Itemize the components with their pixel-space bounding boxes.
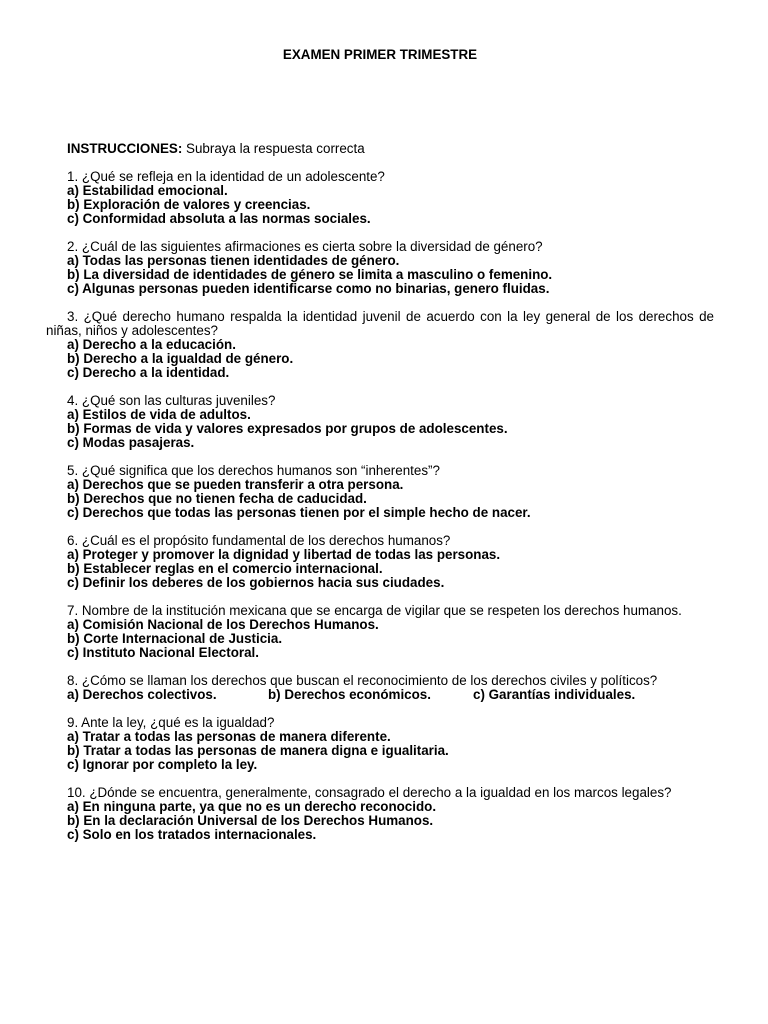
instructions	[46, 142, 714, 156]
question-3	[46, 310, 714, 380]
answer-option-a[interactable]: a) Derecho a la educación.	[67, 337, 236, 352]
question-5	[46, 464, 714, 520]
answer-option-b[interactable]: b) Formas de vida y valores expresados por grupos de adolescentes.	[67, 421, 508, 436]
answer-option-c[interactable]: c) Conformidad absoluta a las normas sociales.	[67, 211, 371, 226]
page-title: EXAMEN PRIMER TRIMESTRE	[282, 47, 478, 62]
answer-option-c[interactable]: c) Definir los deberes de los gobiernos hacia sus ciudades.	[67, 575, 445, 590]
answer-option-c[interactable]: c) Algunas personas pueden identificarse como no binarias, genero fluidas.	[67, 281, 550, 296]
question-stem: 8. ¿Cómo se llaman los derechos que buscan el reconocimiento de los derechos civiles y políticos?	[67, 673, 658, 688]
answer-option-b[interactable]: b) Derecho a la igualdad de género.	[67, 351, 294, 366]
answer-option-a[interactable]: a) Estilos de vida de adultos.	[67, 407, 251, 422]
answer-option-b[interactable]: b) Derechos que no tienen fecha de caducidad.	[67, 491, 367, 506]
answer-option-c[interactable]: c) Ignorar por completo la ley.	[67, 757, 258, 772]
question-stem: 1. ¿Qué se refleja en la identidad de un adolescente?	[67, 169, 385, 184]
answer-option-c[interactable]: c) Solo en los tratados internacionales.	[67, 827, 317, 842]
question-stem: 5. ¿Qué significa que los derechos humanos son “inherentes”?	[67, 463, 440, 478]
answer-option-c[interactable]: c) Garantías individuales.	[473, 687, 636, 702]
question-10	[46, 786, 714, 842]
question-stem: 2. ¿Cuál de las siguientes afirmaciones es cierta sobre la diversidad de género?	[67, 239, 543, 254]
instructions-label: INSTRUCCIONES:	[67, 141, 183, 156]
answer-option-a[interactable]: a) Derechos que se pueden transferir a otra persona.	[67, 477, 404, 492]
instructions-text: Subraya la respuesta correcta	[182, 141, 365, 156]
question-9	[46, 716, 714, 772]
answer-option-c[interactable]: c) Derecho a la identidad.	[67, 365, 230, 380]
question-4	[46, 394, 714, 450]
answer-option-c[interactable]: c) Instituto Nacional Electoral.	[67, 645, 259, 660]
answer-option-a[interactable]: a) Proteger y promover la dignidad y libertad de todas las personas.	[67, 547, 501, 562]
question-stem: 10. ¿Dónde se encuentra, generalmente, consagrado el derecho a la igualdad en los marcos legales?	[67, 785, 672, 800]
answer-option-b[interactable]: b) En la declaración Universal de los Derechos Humanos.	[67, 813, 434, 828]
answer-option-a[interactable]: a) En ninguna parte, ya que no es un derecho reconocido.	[67, 799, 437, 814]
answer-option-a[interactable]: a) Derechos colectivos.	[67, 687, 217, 702]
answer-options-row	[46, 688, 714, 702]
answer-option-c[interactable]: c) Derechos que todas las personas tienen por el simple hecho de nacer.	[67, 505, 531, 520]
question-7	[46, 604, 714, 660]
answer-option-a[interactable]: a) Todas las personas tienen identidades de género.	[67, 253, 400, 268]
question-stem: 6. ¿Cuál es el propósito fundamental de los derechos humanos?	[67, 533, 451, 548]
answer-option-b[interactable]: b) Exploración de valores y creencias.	[67, 197, 311, 212]
answer-option-a[interactable]: a) Estabilidad emocional.	[67, 183, 228, 198]
answer-option-c[interactable]: c) Modas pasajeras.	[67, 435, 195, 450]
answer-option-a[interactable]: a) Comisión Nacional de los Derechos Humanos.	[67, 617, 379, 632]
answer-option-b[interactable]: b) Derechos económicos.	[268, 687, 431, 702]
question-2	[46, 240, 714, 296]
question-stem: 7. Nombre de la institución mexicana que se encarga de vigilar que se respeten los derechos humanos.	[67, 603, 682, 618]
question-stem: 4. ¿Qué son las culturas juveniles?	[67, 393, 276, 408]
answer-option-b[interactable]: b) La diversidad de identidades de género se limita a masculino o femenino.	[67, 267, 553, 282]
answer-option-b[interactable]: b) Corte Internacional de Justicia.	[67, 631, 283, 646]
question-stem: 9. Ante la ley, ¿qué es la igualdad?	[67, 715, 275, 730]
question-8	[46, 674, 714, 702]
question-1	[46, 170, 714, 226]
answer-option-b[interactable]: b) Establecer reglas en el comercio internacional.	[67, 561, 383, 576]
question-stem: 3. ¿Qué derecho humano respalda la identidad juvenil de acuerdo con la ley general de los derechos de niñas, niños y adolescentes?	[46, 309, 714, 338]
question-6	[46, 534, 714, 590]
answer-option-a[interactable]: a) Tratar a todas las personas de manera diferente.	[67, 729, 391, 744]
answer-option-b[interactable]: b) Tratar a todas las personas de manera digna e igualitaria.	[67, 743, 449, 758]
exam-content	[46, 142, 714, 856]
